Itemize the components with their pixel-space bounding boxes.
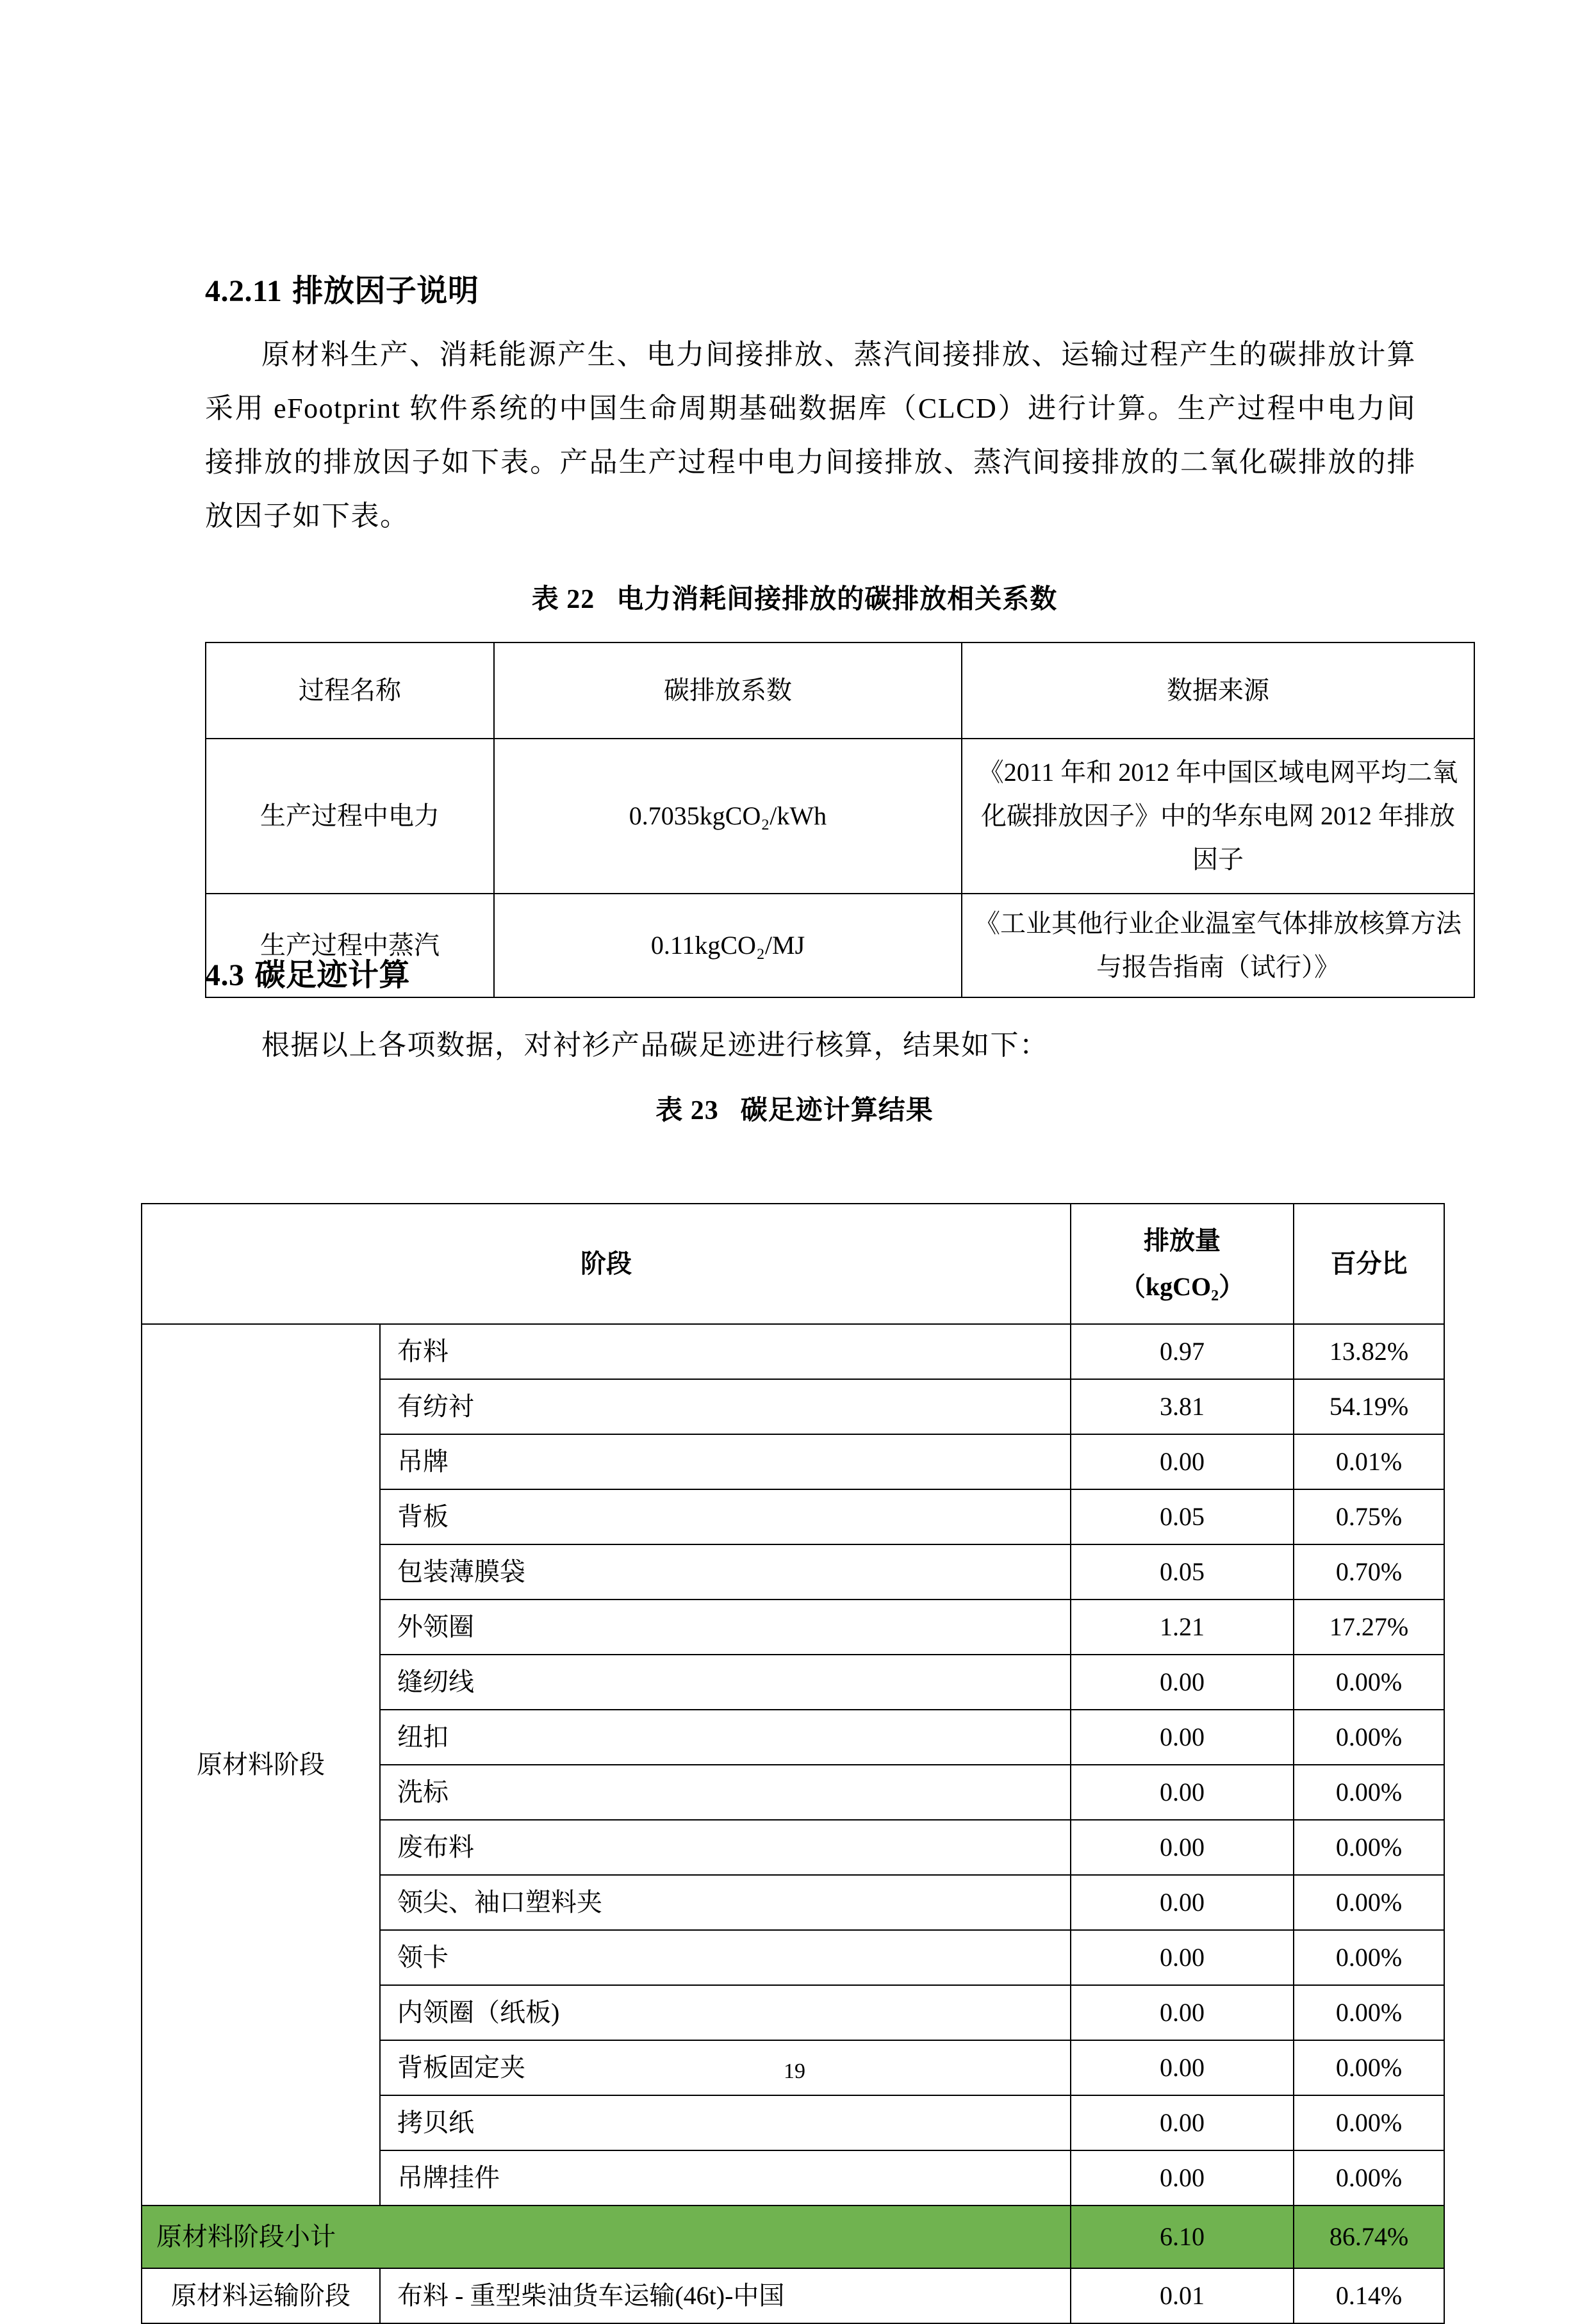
table-23-subtotal-emission: 6.10 [1071,2205,1294,2268]
section-number: 4.2.11 [205,274,283,308]
table-row [206,739,1474,894]
section-title: 排放因子说明 [292,274,479,308]
table-23-subtotal-percent: 86.74% [1294,2205,1444,2268]
table-22-header-row [206,642,1474,739]
table-23-cell-item: 吊牌 [380,1434,1071,1489]
section-43-paragraph: 根据以上各项数据，对衬衫产品碳足迹进行核算，结果如下： [261,1029,1049,1061]
table-23-cell-item: 纽扣 [380,1710,1071,1765]
table-23-cell-percent: 0.00% [1294,1930,1444,1985]
table-23-header-row [142,1204,1444,1324]
table-23-cell-emission: 0.00 [1071,1434,1294,1489]
section-heading-4-3 [205,950,410,994]
table-23-cell-percent: 0.00% [1294,2040,1444,2095]
table-23-cell-percent: 0.00% [1294,1820,1444,1875]
table-22-caption-title: 电力消耗间接排放的碳排放相关系数 [616,585,1058,614]
table-23-cell-item: 外领圈 [380,1600,1071,1655]
table-23-cell-emission: 0.05 [1071,1544,1294,1600]
table-23-cell-emission: 0.00 [1071,2150,1294,2205]
table-23-cell-item: 有纺衬 [380,1379,1071,1434]
table-22-emission-coefficients [205,642,1475,998]
table-23-cell-emission: 3.81 [1071,1379,1294,1434]
table-23-caption-label: 表 23 [655,1096,719,1125]
table-23-cell-item: 背板 [380,1489,1071,1544]
table-23-cell-percent: 0.00% [1294,1875,1444,1930]
section-43-title: 碳足迹计算 [254,958,411,992]
table-22-cell-source: 《工业其他行业企业温室气体排放核算方法与报告指南（试行）》 [962,894,1474,997]
table-23-cell-emission: 0.00 [1071,2040,1294,2095]
table-23-cell-emission: 0.00 [1071,1930,1294,1985]
table-23-cell-item: 背板固定夹 [380,2040,1071,2095]
table-23-cell-percent: 13.82% [1294,1324,1444,1379]
table-23-cell-percent: 0.70% [1294,1544,1444,1600]
table-23-subtotal-row [142,2205,1444,2268]
table-22-cell-process: 生产过程中蒸汽 [206,894,494,997]
table-23-cell-item: 领尖、袖口塑料夹 [380,1875,1071,1930]
table-22-header-process: 过程名称 [206,642,494,739]
table-23-header-emission [1071,1204,1294,1324]
table-23-cell-item: 布料 - 重型柴油货车运输(46t)-中国 [380,2268,1071,2323]
table-23-header-percent: 百分比 [1294,1204,1444,1324]
table-23-cell-percent: 54.19% [1294,1379,1444,1434]
table-23-cell-percent: 17.27% [1294,1600,1444,1655]
table-23-cell-item: 洗标 [380,1765,1071,1820]
table-23-cell-emission: 0.00 [1071,1820,1294,1875]
table-23-cell-percent: 0.14% [1294,2268,1444,2323]
table-23-header-stage: 阶段 [142,1204,1071,1324]
table-22-caption-label: 表 22 [531,585,595,614]
table-23-cell-percent: 0.00% [1294,1765,1444,1820]
table-23-cell-emission: 0.00 [1071,1765,1294,1820]
table-23-subtotal-label: 原材料阶段小计 [142,2205,1071,2268]
table-23-cell-item: 布料 [380,1324,1071,1379]
table-22-cell-coefficient: 0.11kgCO₂/MJ [494,894,962,997]
table-23-caption-title: 碳足迹计算结果 [740,1096,934,1125]
page-number: 19 [784,2059,805,2083]
table-22-header-source: 数据来源 [962,642,1474,739]
table-23-cell-item: 缝纫线 [380,1655,1071,1710]
table-23-cell-emission: 1.21 [1071,1600,1294,1655]
table-22-caption [0,578,1589,616]
table-row [142,2268,1444,2323]
table-row [142,1324,1444,1379]
table-23-cell-percent: 0.01% [1294,1434,1444,1489]
table-23-cell-percent: 0.00% [1294,1655,1444,1710]
table-23-cell-percent: 0.00% [1294,2095,1444,2150]
table-23-cell-emission: 0.00 [1071,2095,1294,2150]
table-23-cell-percent: 0.00% [1294,1985,1444,2040]
table-23-cell-item: 吊牌挂件 [380,2150,1071,2205]
table-23-cell-emission: 0.05 [1071,1489,1294,1544]
table-23-cell-percent: 0.00% [1294,2150,1444,2205]
table-23-header-emission-label: 排放量 [1144,1226,1221,1255]
table-22-cell-coefficient: 0.7035kgCO₂/kWh [494,739,962,894]
section-43-number: 4.3 [205,958,245,992]
table-23-caption [0,1089,1589,1127]
table-23-cell-emission: 0.97 [1071,1324,1294,1379]
table-23-carbon-footprint-results [141,1203,1445,2324]
table-23-cell-emission: 0.00 [1071,1875,1294,1930]
table-23-cell-percent: 0.75% [1294,1489,1444,1544]
table-22-header-coefficient: 碳排放系数 [494,642,962,739]
table-22-cell-process: 生产过程中电力 [206,739,494,894]
table-23-cell-stage: 原材料运输阶段 [142,2268,380,2323]
table-23-cell-emission: 0.01 [1071,2268,1294,2323]
table-23-cell-item: 包装薄膜袋 [380,1544,1071,1600]
table-23-cell-item: 拷贝纸 [380,2095,1071,2150]
section-paragraph: 原材料生产、消耗能源产生、电力间接排放、蒸汽间接排放、运输过程产生的碳排放计算采用 eFootprint 软件系统的中国生命周期基础数据库（CLCD）进行计算。生产过程中电力间接排放的排放因子如下表。产品生产过程中电力间接排放、蒸汽间接排放的二氧化碳排放的排放因子如下表。 [205,339,1416,532]
table-23-cell-item: 内领圈（纸板) [380,1985,1071,2040]
table-23-cell-stage: 原材料阶段 [142,1324,380,2205]
table-22-cell-source: 《2011 年和 2012 年中国区域电网平均二氧化碳排放因子》中的华东电网 2012 年排放因子 [962,739,1474,894]
table-23-cell-emission: 0.00 [1071,1985,1294,2040]
table-23-cell-item: 废布料 [380,1820,1071,1875]
table-23-cell-emission: 0.00 [1071,1710,1294,1765]
table-23-header-emission-unit: （kgCO₂） [1119,1272,1245,1301]
table-23-cell-emission: 0.00 [1071,1655,1294,1710]
section-heading-4-2-11 [205,266,479,310]
table-23-cell-percent: 0.00% [1294,1710,1444,1765]
table-23-cell-item: 领卡 [380,1930,1071,1985]
